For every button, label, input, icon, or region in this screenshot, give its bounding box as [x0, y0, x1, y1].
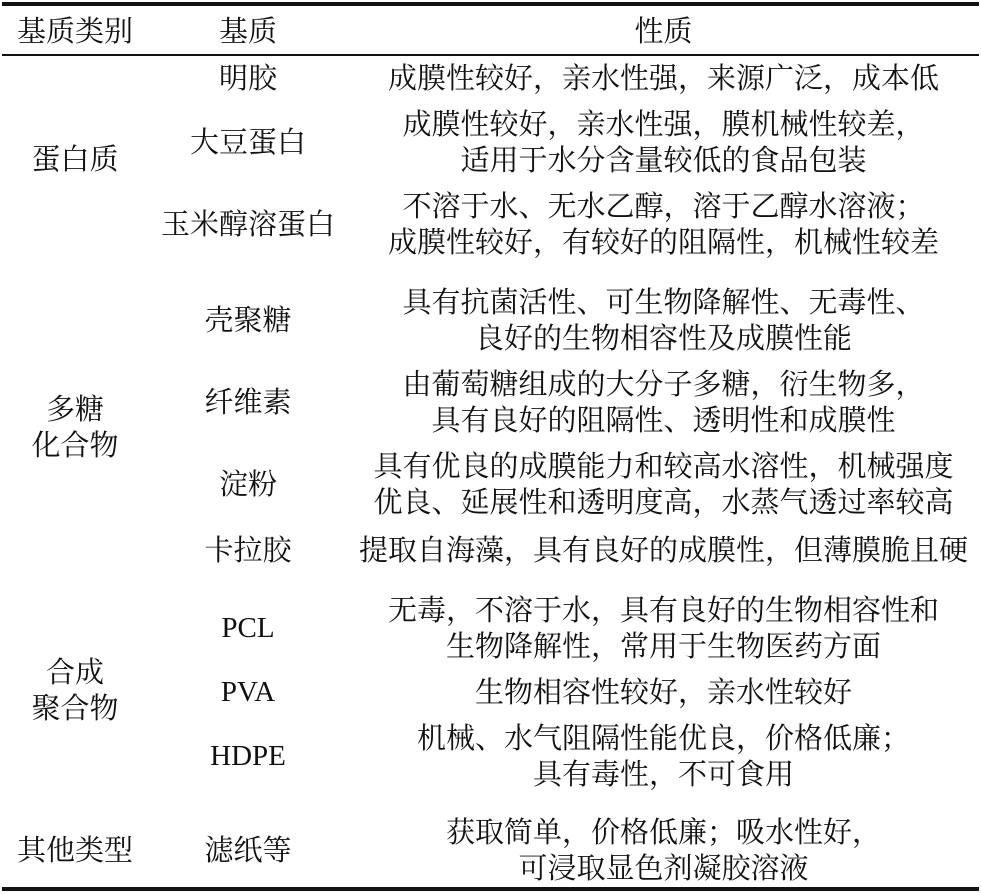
- table-row-substrate: 玉米醇溶蛋白: [160, 207, 335, 241]
- table-row-property: 具有优良的成膜能力和较高水溶性，机械强度 优良、延展性和透明度高，水蒸气透过率较高: [373, 449, 954, 519]
- table-row-property: 获取简单，价格低廉；吸水性好， 可浸取显色剂凝胶溶液: [445, 815, 881, 885]
- header-substrate: 基质: [218, 14, 277, 48]
- table-row-property: 无毒，不溶于水，具有良好的生物相容性和 生物降解性，常用于生物医药方面: [387, 593, 939, 663]
- table-row-substrate: 大豆蛋白: [189, 125, 306, 159]
- table-row-substrate: 明胶: [218, 61, 277, 95]
- table-row-substrate: PVA: [220, 676, 276, 708]
- table-row-substrate: 壳聚糖: [204, 303, 292, 337]
- table-row-property: 由葡萄糖组成的大分子多糖，衍生物多， 具有良好的阻隔性、透明性和成膜性: [402, 367, 925, 437]
- table-top-rule: [2, 2, 979, 6]
- table-row-property: 成膜性较好，亲水性强，来源广泛，成本低: [387, 61, 939, 95]
- table-row-substrate: HDPE: [210, 740, 286, 772]
- table-row-substrate: 淀粉: [218, 467, 277, 501]
- category-protein: 蛋白质: [31, 142, 119, 176]
- table-row-property: 生物相容性较好，亲水性较好: [474, 675, 852, 709]
- table-row-property: 提取自海藻，具有良好的成膜性，但薄膜脆且硬: [358, 533, 968, 567]
- header-property: 性质: [634, 14, 693, 48]
- table-row-property: 机械、水气阻隔性能优良，价格低廉； 具有毒性，不可食用: [416, 721, 910, 791]
- table-row-substrate: 滤纸等: [204, 833, 292, 867]
- category-polysaccharide: 多糖 化合物: [31, 392, 119, 462]
- table-row-property: 具有抗菌活性、可生物降解性、无毒性、 良好的生物相容性及成膜性能: [402, 285, 925, 355]
- table-row-substrate: PCL: [221, 612, 275, 644]
- table-row-property: 不溶于水、无水乙醇，溶于乙醇水溶液； 成膜性较好，有较好的阻隔性，机械性较差: [387, 189, 939, 259]
- category-synthetic-polymer: 合成 聚合物: [31, 655, 119, 725]
- header-category: 基质类别: [16, 14, 133, 48]
- table-row-property: 成膜性较好，亲水性强，膜机械性较差， 适用于水分含量较低的食品包装: [402, 107, 925, 177]
- table-row-substrate: 卡拉胶: [204, 533, 292, 567]
- category-other: 其他类型: [16, 833, 133, 867]
- table-row-substrate: 纤维素: [204, 385, 292, 419]
